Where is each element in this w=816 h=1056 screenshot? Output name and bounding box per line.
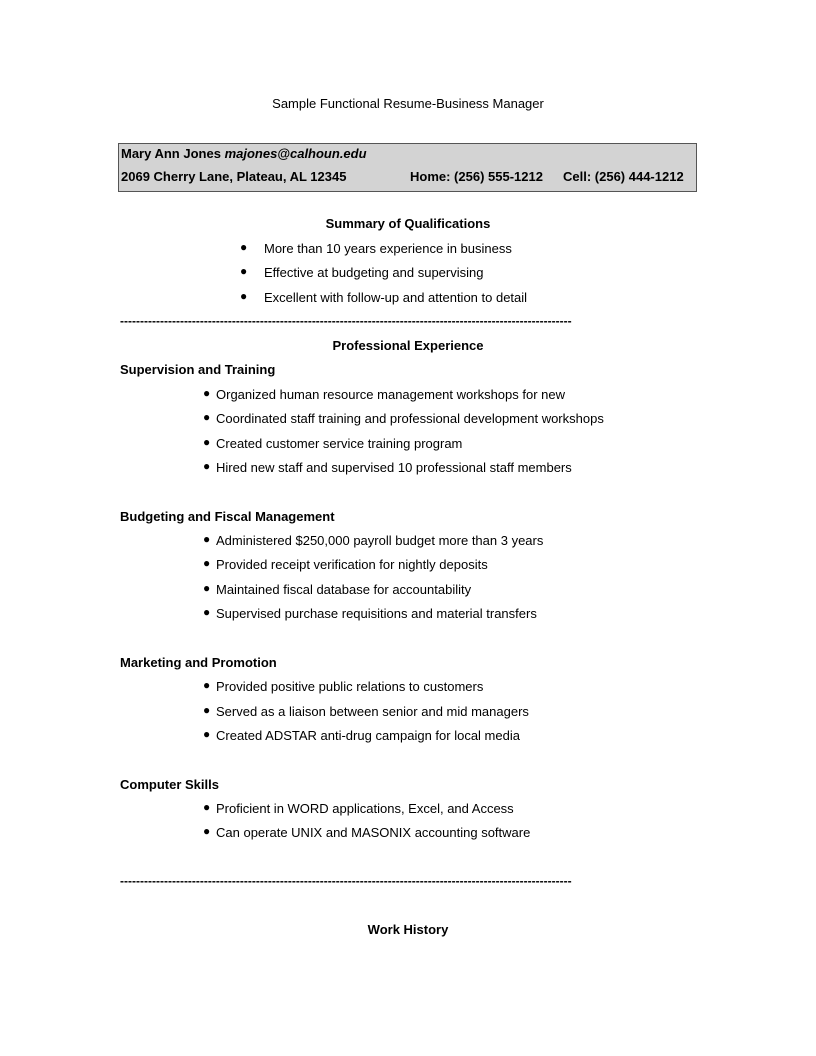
list-item [203, 824, 531, 840]
contact-address: 2069 Cherry Lane, Plateau, AL 12345 [121, 169, 347, 184]
list-item-text: Organized human resource management workshops for new [216, 387, 566, 402]
divider-line: ----------------------------------------------------------------------------------------------------------------- [120, 314, 572, 328]
experience-heading: Professional Experience [332, 338, 484, 353]
contact-home-phone: Home: (256) 555-1212 [410, 169, 543, 184]
document-title: Sample Functional Resume-Business Manager [272, 96, 544, 111]
list-item [203, 556, 488, 572]
bullet-icon: ● [203, 410, 211, 424]
list-item-text: Administered $250,000 payroll budget more than 3 years [216, 533, 544, 548]
list-item [203, 703, 529, 719]
list-item-text: Served as a liaison between senior and mid managers [216, 704, 529, 719]
summary-heading: Summary of Qualifications [325, 216, 491, 231]
list-item-text: Provided receipt verification for nightly deposits [216, 557, 488, 572]
list-item [203, 800, 514, 816]
section-title-marketing: Marketing and Promotion [120, 655, 277, 670]
list-item-text: Supervised purchase requisitions and material transfers [216, 606, 537, 621]
list-item [203, 435, 463, 451]
bullet-icon: ● [203, 824, 211, 838]
list-item [203, 581, 472, 597]
list-item-text: Maintained fiscal database for accountability [216, 582, 472, 597]
summary-item [240, 289, 528, 305]
contact-email[interactable]: majones@calhoun.edu [224, 146, 367, 161]
bullet-icon: ● [240, 289, 248, 303]
list-item [203, 386, 566, 402]
section-title-budgeting: Budgeting and Fiscal Management [120, 509, 335, 524]
bullet-icon: ● [203, 727, 211, 741]
work-history-heading: Work History [367, 922, 449, 937]
section-title-supervision: Supervision and Training [120, 362, 276, 377]
section-title-computer-skills: Computer Skills [120, 777, 219, 792]
contact-line-2 [121, 169, 684, 184]
bullet-icon: ● [203, 678, 211, 692]
contact-line-1 [121, 146, 367, 161]
summary-item-text: More than 10 years experience in business [264, 241, 512, 256]
list-item [203, 459, 572, 475]
list-item-text: Hired new staff and supervised 10 professional staff members [216, 460, 572, 475]
list-item-text: Coordinated staff training and professional development workshops [216, 411, 604, 426]
bullet-icon: ● [203, 703, 211, 717]
list-item-text: Can operate UNIX and MASONIX accounting software [216, 825, 531, 840]
bullet-icon: ● [203, 386, 211, 400]
list-item [203, 605, 537, 621]
summary-item-text: Excellent with follow-up and attention to detail [264, 290, 528, 305]
bullet-icon: ● [240, 240, 248, 254]
contact-name: Mary Ann Jones [121, 146, 221, 161]
contact-header [118, 143, 697, 192]
list-item [203, 727, 520, 743]
contact-cell-phone: Cell: (256) 444-1212 [563, 169, 684, 184]
summary-item-text: Effective at budgeting and supervising [264, 265, 484, 280]
list-item-text: Proficient in WORD applications, Excel, and Access [216, 801, 514, 816]
summary-item [240, 264, 484, 280]
list-item-text: Created ADSTAR anti-drug campaign for local media [216, 728, 520, 743]
divider-line: ----------------------------------------------------------------------------------------------------------------- [120, 874, 572, 888]
bullet-icon: ● [203, 800, 211, 814]
bullet-icon: ● [203, 605, 211, 619]
list-item [203, 410, 604, 426]
bullet-icon: ● [203, 459, 211, 473]
bullet-icon: ● [203, 435, 211, 449]
list-item-text: Created customer service training program [216, 436, 463, 451]
list-item [203, 678, 484, 694]
bullet-icon: ● [203, 532, 211, 546]
summary-item [240, 240, 512, 256]
list-item-text: Provided positive public relations to customers [216, 679, 484, 694]
bullet-icon: ● [203, 556, 211, 570]
bullet-icon: ● [240, 264, 248, 278]
bullet-icon: ● [203, 581, 211, 595]
list-item [203, 532, 544, 548]
